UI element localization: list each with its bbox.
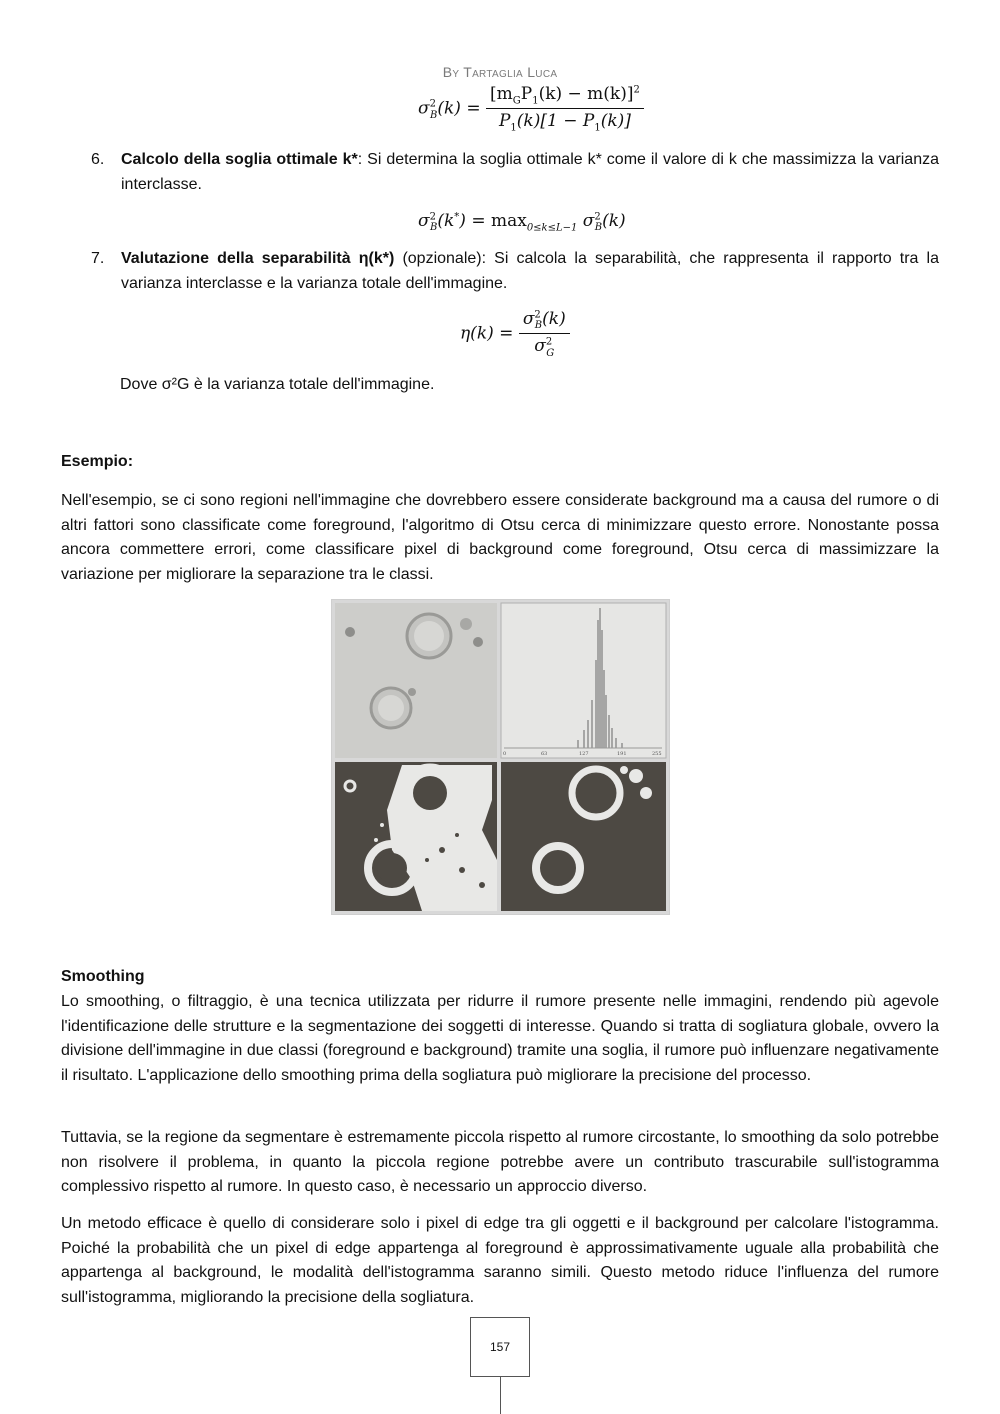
list-item-title: Valutazione della separabilità η(k*) <box>121 250 395 267</box>
smoothed-threshold-panel <box>501 762 666 911</box>
histogram-tick-63: 63 <box>541 751 548 757</box>
list-item-number: 6. <box>91 151 105 168</box>
otsu-figure-svg <box>332 600 669 914</box>
list-item-7 <box>61 247 939 296</box>
histogram-tick-0: 0 <box>503 751 507 757</box>
list-item-body: : Si determina la soglia ottimale k* come il valore di k che massimizza la varianza interclasse. <box>121 151 940 193</box>
list-item-6 <box>61 148 939 197</box>
example-paragraph: Nell'esempio, se ci sono regioni nell'immagine che dovrebbero essere considerate background ma a causa del rumore o di altri fattori sono classificate come foreground, l'algoritmo di Otsu cerca di minimizzare questo errore. Nonostante possa ancora commettere errori, come classificare pixel di background come foreground, Otsu cerca di massimizzare la variazione per migliorare la separazione tra le classi. <box>61 492 939 583</box>
formula-separability: η(k) = $\frac{\sigma^2_B(k)}{\sigma^2_G}$ <box>460 309 570 359</box>
otsu-example-figure <box>331 599 670 915</box>
histogram-tick-255: 255 <box>652 751 662 757</box>
formula-optimal-threshold: $\sigma^2_B(k^*) = \max_{0\le k\le L-1} \sigma^2_B(k)$ <box>418 211 626 234</box>
formula-between-class-variance: $\sigma^2_B(k)$ = $\frac{[m_GP_1(k) - m(k)]^2}{P_1(k)[1 - P_1(k)]}$ <box>418 84 644 134</box>
histogram-tick-191: 191 <box>617 751 627 757</box>
smoothing-paragraph-3: Un metodo efficace è quello di considerare solo i pixel di edge tra gli oggetti e il background per calcolare l'istogramma. Poiché la probabilità che un pixel di edge appartenga al foreground è approssimativamente uguale alla probabilità che appartenga al background, le modalità dell'istogramma saranno simili. Questo metodo riduce l'influenza del rumore sull'istogramma, migliorando la precisione della sogliatura. <box>61 1215 939 1306</box>
smoothing-heading: Smoothing <box>61 968 145 985</box>
page-header-author: By Tartaglia Luca <box>442 64 558 80</box>
list-item-title: Calcolo della soglia ottimale k* <box>121 151 358 168</box>
list-item-body: (opzionale): Si calcola la separabilità, che rappresenta il rapporto tra la varianza interclasse e la varianza totale dell'immagine. <box>121 250 939 292</box>
page-number: 157 <box>470 1317 530 1377</box>
page-number-line <box>500 1376 501 1414</box>
noisy-threshold-panel <box>335 762 497 911</box>
original-image-panel <box>335 603 497 758</box>
histogram-panel <box>501 603 666 758</box>
smoothing-paragraph-1: Lo smoothing, o filtraggio, è una tecnica utilizzata per ridurre il rumore presente nelle immagini, rendendo più agevole l'identificazione delle strutture e la segmentazione dei soggetti di interesse. Quando si tratta di sogliatura globale, ovvero la divisione dell'immagine in due classi (foreground e background) tramite una soglia, il rumore può influenzare negativamente il risultato. L'applicazione dello smoothing prima della sogliatura può migliorare la precisione del processo. <box>61 993 939 1084</box>
variance-note: Dove σ²G è la varianza totale dell'immagine. <box>120 376 435 393</box>
histogram-tick-127: 127 <box>579 751 589 757</box>
example-heading: Esempio: <box>61 453 134 470</box>
smoothing-paragraph-2: Tuttavia, se la regione da segmentare è estremamente piccola rispetto al rumore circostante, lo smoothing da solo potrebbe non risolvere il problema, in quanto la piccola regione potrebbe avere un contributo trascurabile sull'istogramma complessivo rispetto al rumore. In questo caso, è necessario un approccio diverso. <box>61 1129 939 1195</box>
list-item-number: 7. <box>91 250 105 267</box>
